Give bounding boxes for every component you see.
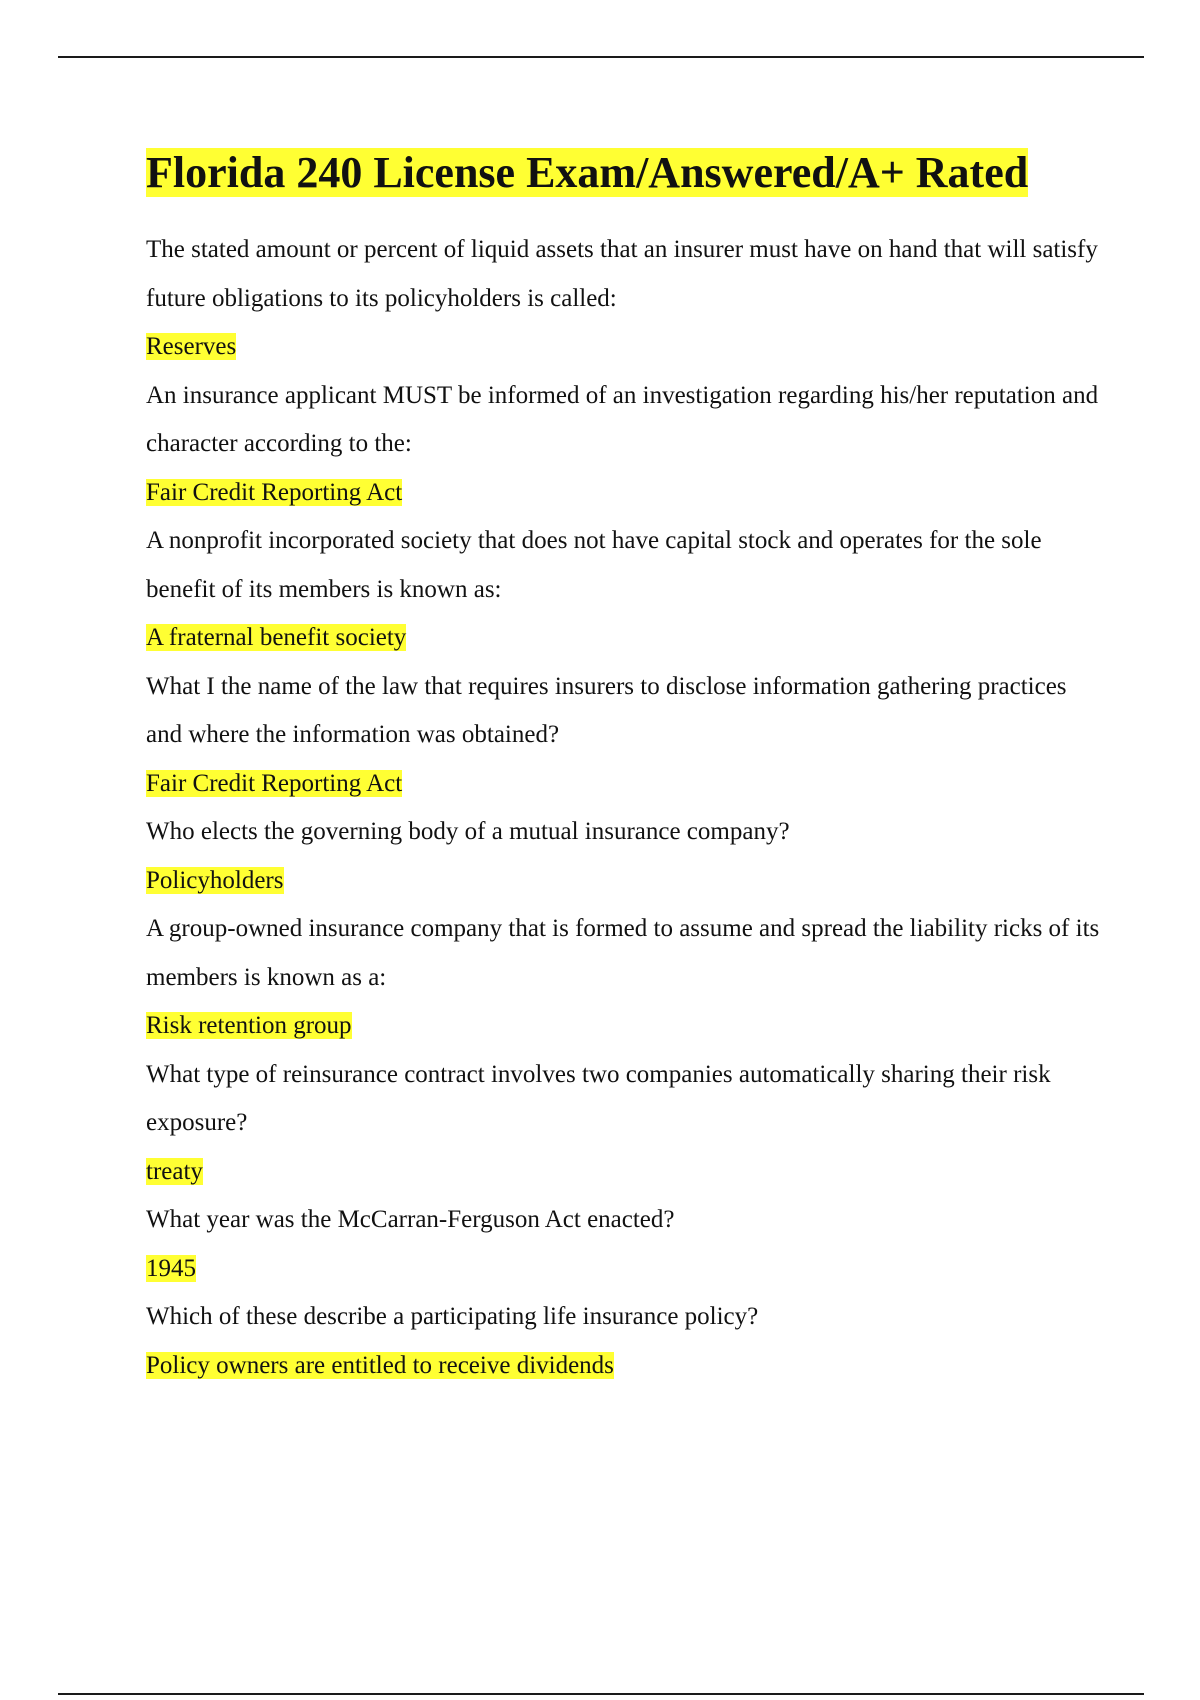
question-text: A group-owned insurance company that is formed to assume and spread the liability ricks of its members is known as a: [146,915,1100,991]
answer-text [146,1002,1106,1051]
answer-text [146,1245,1106,1294]
answer-highlight: treaty [146,1157,203,1185]
answer-highlight: Policyholders [146,866,284,894]
qa-item [146,663,1106,809]
answer-text [146,469,1106,518]
answer-text [146,1148,1106,1197]
qa-item [146,905,1106,1051]
question-text: What year was the McCarran-Ferguson Act enacted? [146,1206,675,1233]
question-text: A nonprofit incorporated society that does not have capital stock and operates for the sole benefit of its members is known as: [146,527,1042,603]
answer-text [146,323,1106,372]
qa-item [146,372,1106,518]
answer-highlight: Fair Credit Reporting Act [146,769,403,797]
answer-text [146,760,1106,809]
question-text: The stated amount or percent of liquid assets that an insurer must have on hand that will satisfy future obligations to its policyholders is called: [146,236,1098,312]
top-divider [58,56,1144,58]
bottom-divider [58,1693,1144,1695]
question-text: Who elects the governing body of a mutual insurance company? [146,818,790,845]
qa-item [146,1051,1106,1197]
answer-highlight: Policy owners are entitled to receive dividends [146,1351,614,1379]
qa-item [146,226,1106,372]
qa-item [146,1196,1106,1293]
answer-text [146,1342,1106,1391]
answer-highlight: Fair Credit Reporting Act [146,478,403,506]
title-highlight: Florida 240 License Exam/Answered/A+ Rated [146,148,1029,197]
document-body [146,145,1106,1390]
answer-highlight: Risk retention group [146,1012,352,1039]
answer-text [146,614,1106,663]
qa-item [146,517,1106,663]
qa-item [146,1293,1106,1390]
answer-text [146,857,1106,906]
page-title [146,145,1106,200]
question-text: An insurance applicant MUST be informed of an investigation regarding his/her reputation and character according to the: [146,381,1099,457]
question-text: What I the name of the law that requires insurers to disclose information gathering practices and where the information was obtained? [146,672,1067,748]
answer-highlight: 1945 [146,1254,196,1282]
qa-item [146,808,1106,905]
answer-highlight: Reserves [146,333,237,360]
question-text: What type of reinsurance contract involves two companies automatically sharing their risk exposure? [146,1060,1051,1136]
answer-highlight: A fraternal benefit society [146,624,407,651]
question-text: Which of these describe a participating life insurance policy? [146,1303,759,1330]
qa-list [146,226,1106,1390]
